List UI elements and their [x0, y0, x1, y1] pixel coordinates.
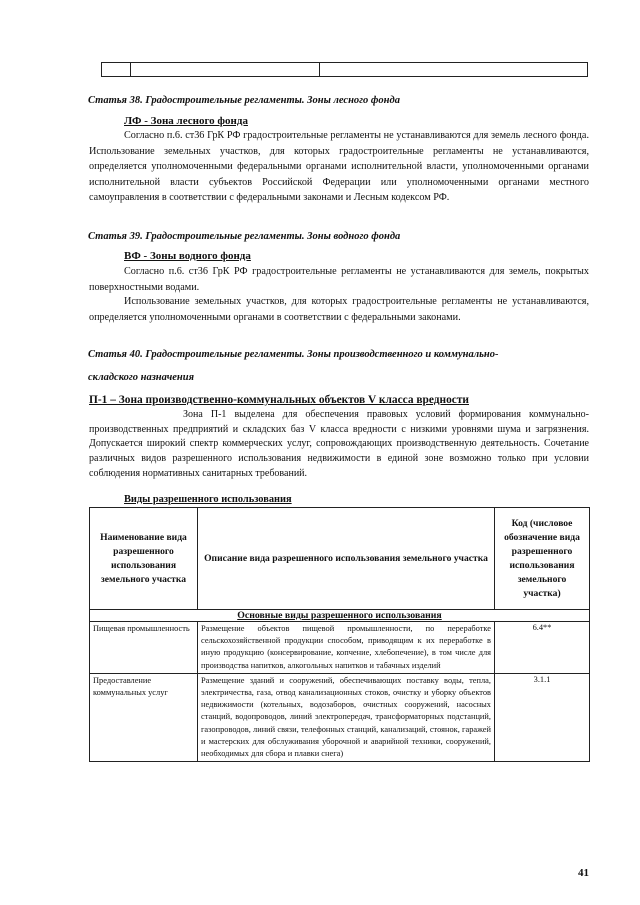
section-row	[90, 610, 590, 622]
article-39-text-2: Использование земельных участков, для которых градостроительные регламенты не устанавливаются, определяется уполномоченными органами в соответствии с федеральными законами.	[89, 296, 589, 323]
table-header-row	[90, 508, 590, 610]
article-40-heading-line2: складского назначения	[88, 372, 194, 383]
article-39-text-1: Согласно п.6. ст36 ГрК РФ градостроительные регламенты не устанавливаются для земель, покрытых поверхностными водами.	[89, 266, 589, 293]
table-cell	[320, 63, 588, 77]
article-40-heading-line1: Статья 40. Градостроительные регламенты. Зоны производственного и коммунально-	[88, 349, 499, 360]
zone-lf-title: ЛФ - Зона лесного фонда	[124, 115, 248, 127]
zone-vf-title: ВФ - Зоны водного фонда	[124, 250, 251, 262]
permitted-uses-table	[89, 507, 590, 762]
article-40-text: Зона П-1 выделена для обеспечения правовых условий формирования коммунально-производственных предприятий и складских баз V класса вредности с низкими уровнями шума и загрязнения. Допускается широкий спектр коммерческих услуг, сопровождающих производственную деятельность. Сочетание различных видов разрешенного использования недвижимости в единой зоне возможно только при условии соблюдения нормативных санитарных требований.	[89, 409, 589, 479]
table-cell	[102, 63, 131, 77]
page-number: 41	[578, 867, 589, 879]
zone-p1-title: П-1 – Зона производственно-коммунальных объектов V класса вредности	[89, 394, 469, 406]
row-description: Размещение зданий и сооружений, обеспечивающих поставку воды, тепла, электричества, газа, отвод канализационных стоков, очистку и уборку объектов недвижимости (котельных, водозаборов, очистных сооружений, насосных станций, водопроводов, линий электропередач, трансформаторных подстанций, газопроводов, линий связи, телефонных станций, канализаций, стоянок, гаражей и мастерских для обслуживания уборочной и аварийной техники, сооружений, необходимых для сбора и плавки снега)	[198, 673, 495, 761]
table-cell	[131, 63, 320, 77]
row-description: Размещение объектов пищевой промышленности, по переработке сельскохозяйственной продукции способом, приводящим к их переработке в иную продукцию (консервирование, копчение, хлебопечение), в том числе для производства напитков, алкогольных напитков и табачных изделий	[198, 622, 495, 674]
table-row	[90, 622, 590, 674]
table-row	[90, 673, 590, 761]
article-38-text: Согласно п.6. ст36 ГрК РФ градостроительные регламенты не устанавливаются для земель лесного фонда. Использование земельных участков, для которых градостроительные регламенты не устанавливаются, определяется уполномоченными федеральными органами исполнительной власти, уполномоченными органами исполнительной власти субъектов Российской Федерации или уполномоченными органами местного самоуправления в соответствии с федеральными законами и Лесным кодексом РФ.	[89, 130, 589, 203]
article-38-heading: Статья 38. Градостроительные регламенты. Зоны лесного фонда	[88, 95, 400, 106]
section-title: Основные виды разрешенного использования	[90, 610, 590, 622]
table-title: Виды разрешенного использования	[124, 494, 292, 505]
article-39-heading: Статья 39. Градостроительные регламенты. Зоны водного фонда	[88, 231, 401, 242]
header-name: Наименование вида разрешенного использования земельного участка	[90, 508, 198, 610]
row-code: 3.1.1	[495, 673, 590, 761]
row-code: 6.4**	[495, 622, 590, 674]
header-code: Код (числовое обозначение вида разрешенного использования земельного участка)	[495, 508, 590, 610]
previous-table-remnant	[101, 62, 588, 77]
row-name: Предоставление коммунальных услуг	[90, 673, 198, 761]
row-name: Пищевая промышленность	[90, 622, 198, 674]
header-description: Описание вида разрешенного использования земельного участка	[198, 508, 495, 610]
